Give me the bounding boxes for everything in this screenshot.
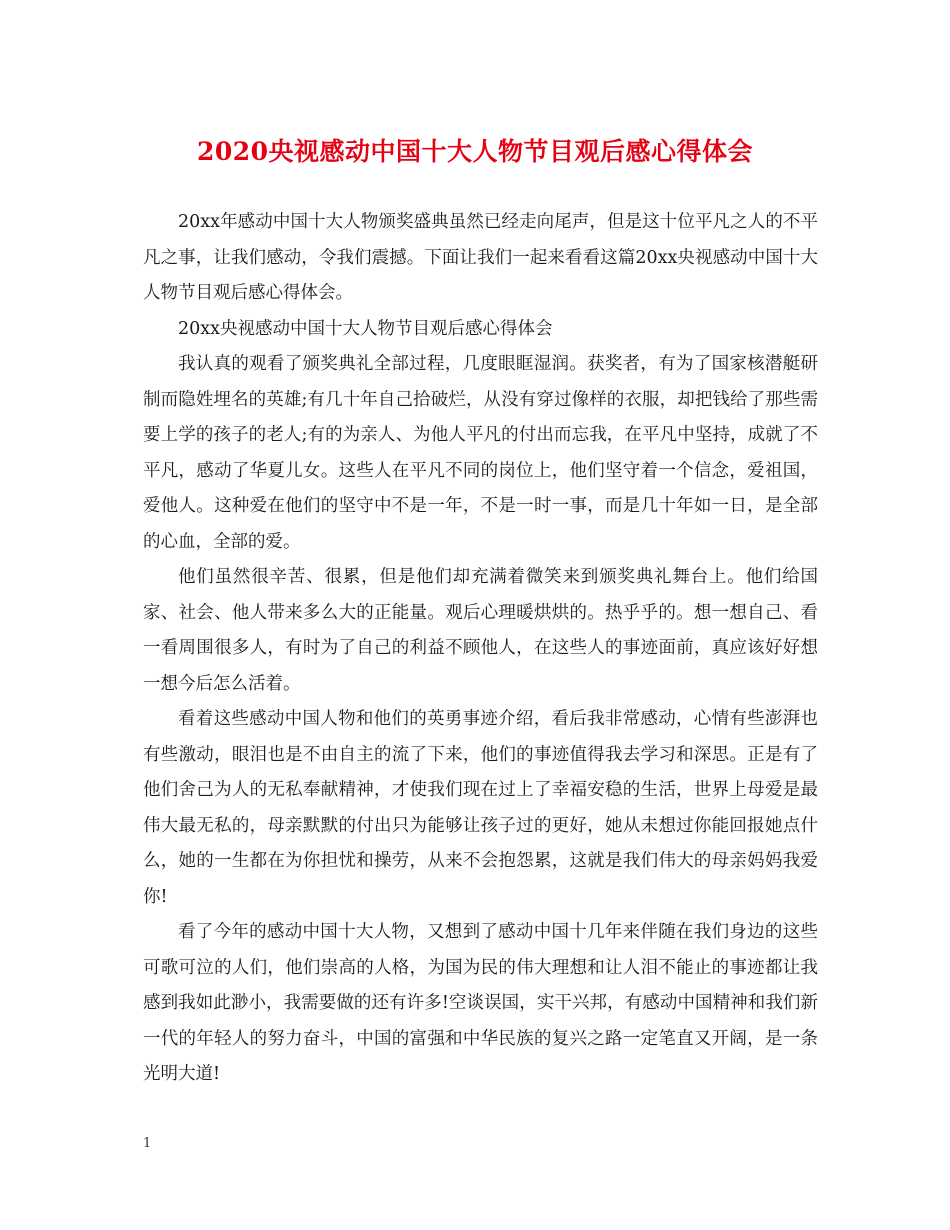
paragraph-body-3: 看着这些感动中国人物和他们的英勇事迹介绍，看后我非常感动，心情有些澎湃也有些激动，眼泪也是不由自主的流了下来，他们的事迹值得我去学习和深思。正是有了他们舍己为人的无私奉献精神，才使我们现在过上了幸福安稳的生活，世界上母爱是最伟大最无私的，母亲默默的付出只为能够让孩子过的更好，她从未想过你能回报她点什么，她的一生都在为你担忧和操劳，从来不会抱怨累，这就是我们伟大的母亲妈妈我爱你! <box>143 709 818 907</box>
document-body <box>143 205 818 1093</box>
page-number: 1 <box>143 1136 152 1151</box>
document-title: 2020央视感动中国十大人物节目观后感心得体会 <box>196 137 754 166</box>
paragraph-body-1: 我认真的观看了颁奖典礼全部过程，几度眼眶湿润。获奖者，有为了国家核潜艇研制而隐姓埋名的英雄;有几十年自己拾破烂，从没有穿过像样的衣服，却把钱给了那些需要上学的孩子的老人;有的为亲人、为他人平凡的付出而忘我，在平凡中坚持，成就了不平凡，感动了华夏儿女。这些人在平凡不同的岗位上，他们坚守着一个信念，爱祖国，爱他人。这种爱在他们的坚守中不是一年，不是一时一事，而是几十年如一日，是全部的心血，全部的爱。 <box>143 354 818 552</box>
paragraph-subheading: 20xx央视感动中国十大人物节目观后感心得体会 <box>178 318 553 339</box>
paragraph-intro: 20xx年感动中国十大人物颁奖盛典虽然已经走向尾声，但是这十位平凡之人的不平凡之事，让我们感动，令我们震撼。下面让我们一起来看看这篇20xx央视感动中国十大人物节目观后感心得体会。 <box>143 212 818 303</box>
paragraph-body-2: 他们虽然很辛苦、很累，但是他们却充满着微笑来到颁奖典礼舞台上。他们给国家、社会、他人带来多么大的正能量。观后心理暖烘烘的。热乎乎的。想一想自己、看一看周围很多人，有时为了自己的利益不顾他人，在这些人的事迹面前，真应该好好想一想今后怎么活着。 <box>143 567 818 694</box>
paragraph-body-4: 看了今年的感动中国十大人物，又想到了感动中国十几年来伴随在我们身边的这些可歌可泣的人们，他们崇高的人格，为国为民的伟大理想和让人泪不能止的事迹都让我感到我如此渺小，我需要做的还有许多!空谈误国，实干兴邦，有感动中国精神和我们新一代的年轻人的努力奋斗，中国的富强和中华民族的复兴之路一定笔直又开阔，是一条光明大道! <box>143 922 818 1084</box>
